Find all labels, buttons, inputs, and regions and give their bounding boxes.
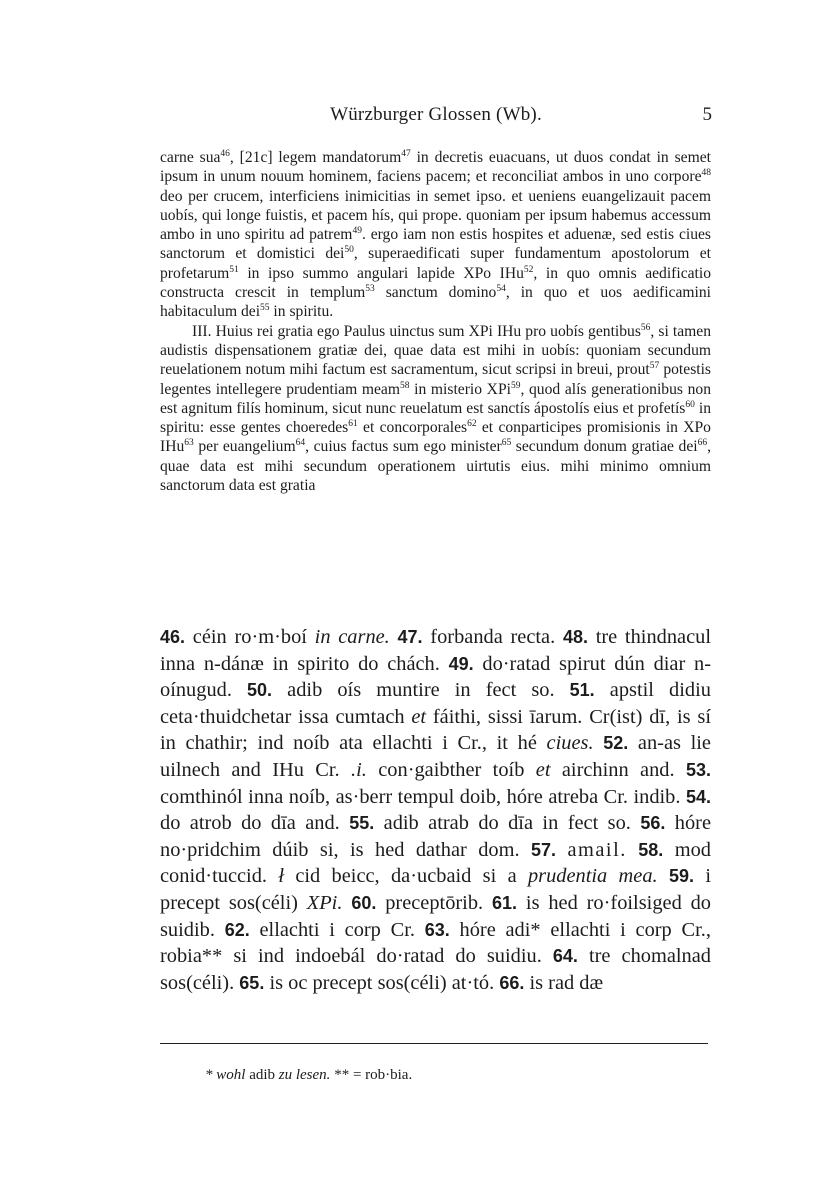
text-run: i precept sos(céli) <box>160 865 711 914</box>
gloss-50 <box>247 679 555 701</box>
footnote-ref: 47 <box>401 149 411 159</box>
footnote-ref: 49 <box>352 226 362 237</box>
gloss-number: 62. <box>224 919 250 940</box>
text-run: do atrob do dīa and. <box>160 812 340 835</box>
text-run: apstil didiu ceta·thuidchetar issa cumtach <box>160 679 711 728</box>
gloss-number: 54. <box>685 786 711 807</box>
text-run: is hed ro·foilsiged do suidib. <box>160 891 712 941</box>
text-run: in spiritu. <box>269 303 334 321</box>
text-run: do·ratad spirut dún diar n-oínugud. <box>160 652 711 702</box>
text-run: , quod alís generationibus non est agnitum filís hominum, sicut nunc reuelatum est sanctís ápostolís eius et profetís <box>160 380 712 417</box>
text-run: ellachti i corp Cr. <box>259 918 415 941</box>
text-run: con·gaibther toíb <box>366 758 536 781</box>
text-run: , superaedificati super fundamentum apostolorum et profetarum <box>160 245 712 282</box>
footnote-rule <box>160 1043 708 1044</box>
text-run: secundum donum gratiae dei <box>511 438 698 456</box>
text-run: tre thindnacul inna n-dánæ in spirito do chách. <box>160 626 712 675</box>
footnote-ref: 58 <box>399 380 410 391</box>
footnote-ref: 51 <box>229 264 239 275</box>
italic-text: et <box>411 705 427 728</box>
text-run: hóre no·pridchim dúib si, is hed dathar dom. <box>160 812 712 861</box>
gloss-number: 64. <box>552 946 578 967</box>
text-run: et concorporales <box>357 419 468 437</box>
text-run: tre chomalnad sos(céli). <box>160 945 711 994</box>
text-run: III. Huius rei gratia ego Paulus uinctus sum XPi IHu pro uobís gentibus <box>192 322 641 340</box>
italic-text: in carne. <box>314 626 390 648</box>
gloss-number: 51. <box>569 680 595 701</box>
gloss-57 <box>531 839 627 861</box>
gloss-number: 46. <box>160 627 186 647</box>
gloss-62 <box>225 919 415 941</box>
italic-text: XPi. <box>306 891 343 914</box>
gloss-55 <box>349 812 631 834</box>
footnote-ref: 59 <box>510 380 521 391</box>
text-run: preceptōrib. <box>385 891 484 914</box>
text-run: mod conid·tuccid. <box>160 838 711 888</box>
footnote-ref: 61 <box>348 419 358 430</box>
italic-text: prudentia mea. <box>527 865 658 888</box>
gloss-number: 59. <box>668 866 694 887</box>
text-run: is oc precept sos(céli) at·tó. <box>269 971 495 994</box>
footnote-ref: 60 <box>685 399 695 410</box>
page-number: 5 <box>702 104 712 125</box>
gloss-number: 47. <box>397 627 423 647</box>
gloss-number: 57. <box>531 839 557 860</box>
gloss-60 <box>351 892 483 914</box>
text-run: is rad dæ <box>529 971 604 994</box>
text-run: comthinól inna noíb, as·berr tempul doib, hóre atreba Cr. indib. <box>160 785 681 808</box>
gloss-number: 66. <box>499 972 525 993</box>
gloss-number: 65. <box>239 972 265 993</box>
text-run: potestis legentes intellegere prudentiam meam <box>160 361 711 398</box>
text-run: adib <box>245 1067 279 1083</box>
footnote-ref: 52 <box>523 264 534 275</box>
text-run: , si tamen audistis dispensationem gratiæ dei, quae data est mihi in uobís: quoniam secundum reuelationem notum mihi factum est sacramentum, sicut scripsi in breui, prout <box>160 322 711 379</box>
gloss-47 <box>398 626 556 648</box>
gloss-number: 50. <box>247 680 273 701</box>
gloss-number: 55. <box>349 813 375 834</box>
footnote-ref: 48 <box>701 168 711 179</box>
text-run: in ipso summo angulari lapide XPo IHu <box>238 264 524 282</box>
text-run: adib oís muntire in fect so. <box>287 679 555 702</box>
latin-paragraph-2 <box>160 322 711 496</box>
text-run: , in quo et uos aedificamini habitaculum dei <box>160 284 711 321</box>
footnote-ref: 54 <box>496 284 506 295</box>
text-run: ** = rob·bia. <box>330 1067 413 1083</box>
footnote-ref: 66 <box>697 438 708 449</box>
footnote-ref: 46 <box>220 149 230 159</box>
text-run: , cuius factus sum ego minister <box>305 438 502 456</box>
gloss-46 <box>160 626 390 648</box>
italic-text: .i. <box>351 758 367 781</box>
gloss-number: 48. <box>562 627 588 647</box>
footnotes <box>205 1066 705 1085</box>
running-title: Würzburger Glossen (Wb). <box>330 104 542 125</box>
spaced-text: amail. <box>567 838 627 861</box>
text-run: deo per crucem, interficiens inimicitias in semet ipso. et ueniens euangelizauit pacem uobís, qui longe fuistis, et pacem hís, qui prope. quoniam per ipsum habemus accessum ambo in uno spiritu ad patrem <box>160 187 711 244</box>
footnote-ref: 65 <box>501 438 512 449</box>
footnote-ref: 63 <box>184 438 194 449</box>
text-run: airchinn and. <box>550 758 675 781</box>
text-run: forbanda recta. <box>430 626 556 648</box>
text-run: céin ro·m·boí <box>192 626 315 648</box>
text-run: , quae data est mihi secundum operationem uirtutis eius. mihi minimo omnium sanctorum data est gratia <box>160 438 711 495</box>
text-run: carne sua <box>160 149 221 166</box>
text-run: in decretis euacuans, ut duos condat in semet ipsum in unum nouum hominem, faciens pacem; et reconciliat ambos in uno corpore <box>160 149 711 186</box>
footnote-ref: 53 <box>365 284 375 295</box>
gloss-paragraph <box>160 624 711 996</box>
italic-text: zu lesen. <box>278 1067 331 1083</box>
text-run: per euangelium <box>193 438 296 456</box>
gloss-number: 61. <box>492 892 518 913</box>
text-run: in spiritu: esse gentes choeredes <box>160 399 711 437</box>
text-run: cid beicc, da·ucbaid si a <box>284 865 528 888</box>
gloss-66 <box>499 972 603 994</box>
page-header <box>160 104 712 132</box>
italic-text: ł <box>278 865 284 888</box>
text-run: in misterio XPi <box>409 380 511 398</box>
footnote-ref: 55 <box>260 303 270 314</box>
latin-text <box>160 148 711 495</box>
gloss-number: 53. <box>685 759 711 780</box>
latin-paragraph-1 <box>160 148 711 322</box>
footnote-ref: 64 <box>295 438 306 449</box>
italic-text: et <box>535 758 551 781</box>
footnote-ref: 57 <box>649 361 660 372</box>
text-run: . ergo iam non estis hospites et aduenæ, sed estis ciues sanctorum et domistici dei <box>160 226 711 263</box>
text-run: adib atrab do dīa in fect so. <box>383 812 631 835</box>
gloss-number: 52. <box>603 733 629 754</box>
text-run: , in quo omnis aedificatio constructa crescit in templum <box>160 264 712 302</box>
text-run: sanctum domino <box>374 284 497 302</box>
gloss-block <box>160 624 711 996</box>
text-run: hóre adi* ellachti i corp Cr., robia** si ind indoebál do·ratad do suidiu. <box>160 918 711 968</box>
gloss-65 <box>239 972 494 994</box>
gloss-number: 49. <box>448 653 474 674</box>
gloss-number: 63. <box>424 919 450 940</box>
italic-text: ciues. <box>546 732 594 755</box>
gloss-number: 58. <box>638 839 664 860</box>
italic-text: * wohl <box>205 1067 246 1083</box>
footnote-ref: 62 <box>467 419 477 430</box>
text-run: et conparticipes promisionis in XPo IHu <box>160 419 711 456</box>
text-run: fáithi, sissi īarum. Cr(ist) dī, is sí in chathir; ind noíb ata ellachti i Cr., it hé <box>160 705 711 755</box>
gloss-number: 60. <box>351 892 377 913</box>
footnote-ref: 56 <box>640 322 651 333</box>
gloss-number: 56. <box>640 813 666 834</box>
text-run: , [21c] legem mandatorum <box>229 149 402 166</box>
text-run: an-as lie uilnech and IHu Cr. <box>160 732 711 781</box>
footnote-ref: 50 <box>344 245 354 256</box>
